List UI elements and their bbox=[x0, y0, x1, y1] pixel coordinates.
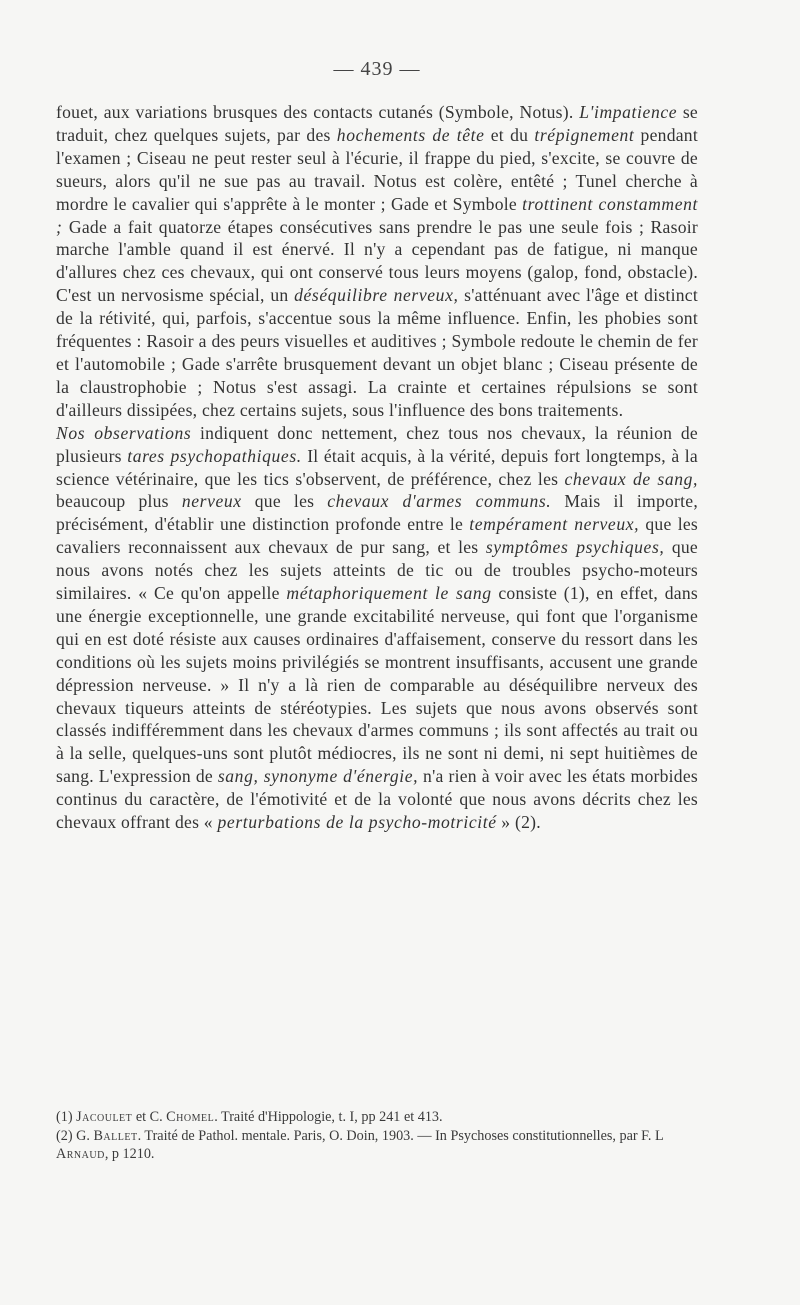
text-run: que les cavaliers reconnaissent aux chevaux de pur sang, et les bbox=[56, 514, 699, 558]
text-run: fouet, aux variations brusques des contacts cutanés (Symbole, Notus). bbox=[56, 102, 580, 122]
footnotes bbox=[56, 1108, 698, 1164]
author-name: Arnaud bbox=[56, 1146, 105, 1162]
italic-run: nerveux bbox=[181, 491, 242, 512]
page-number: — 439 — bbox=[333, 58, 421, 80]
text-run: Gade a fait quatorze étapes consécutives sans prendre le pas une seule fois ; Rasoir marche l'amble quand il est énervé. Il n'y a cependant pas de fatigue, ni manque d'allures chez ces chevaux, qui ont conservé tous leurs moyens (galop, fond, obstacle). C'est un nervosisme spécial, un bbox=[56, 216, 698, 306]
text-run: et du bbox=[484, 124, 535, 145]
italic-run: sang, synonyme d'énergie, bbox=[217, 766, 419, 787]
text-run: . Traité d'Hippologie, t. I, pp 241 et 413. bbox=[214, 1109, 443, 1125]
italic-run: tempérament nerveux, bbox=[469, 514, 640, 535]
text-run: indiquent donc nettement, chez tous nos chevaux, la réunion de plusieurs bbox=[56, 422, 698, 466]
text-run: que nous avons notés chez les sujets atteints de tic ou de troubles psycho-moteurs similaires. « Ce qu'on appelle bbox=[56, 537, 698, 604]
text-run: (2) G. bbox=[56, 1127, 94, 1144]
text-run: se traduit, chez quelques sujets, par des bbox=[56, 102, 698, 145]
italic-run: perturbations de la psycho-motricité bbox=[217, 812, 497, 833]
text-run: . Traité de Pathol. mentale. Paris, O. Doin, 1903. — In Psychoses constitutionnelles, par F. L bbox=[137, 1127, 664, 1144]
italic-run: déséquilibre nerveux, bbox=[294, 285, 459, 306]
text-run: que les bbox=[241, 491, 328, 512]
text-run: consiste (1), en effet, dans une énergie exceptionnelle, une grande excitabilité nerveuse, qui font que l'organisme qui en est doté résiste aux causes ordinaires d'affaisement, conserve du ressort dans les conditions où les sujets moins privilégiés se montrent insuffisants, accusent une grande dépression nerveuse. » Il n'y a là rien de comparable au déséquilibre nerveux des chevaux tiqueurs atteints de stéréotypies. Les sujets que nous avons observés sont classés indifféremment dans les chevaux d'armes communs ; ils sont affectés au trait ou à la selle, quelques-uns sont plutôt médiocres, ils ne sont ni demi, ni sept huitièmes de sang. L'expression de bbox=[56, 583, 699, 787]
text-run: , p 1210. bbox=[104, 1146, 155, 1162]
italic-run: symptômes psychiques, bbox=[485, 537, 665, 558]
footnote-1 bbox=[56, 1108, 698, 1127]
text-run: Mais il importe, précisément, d'établir une distinction profonde entre le bbox=[56, 491, 698, 535]
italic-run: trottinent constamment ; bbox=[56, 193, 698, 237]
author-name: Jacoulet bbox=[76, 1109, 133, 1125]
italic-run: Nos observations bbox=[56, 422, 192, 443]
italic-run: chevaux de sang, bbox=[564, 468, 699, 489]
italic-run: hochements de tête bbox=[336, 124, 485, 145]
italic-run: trépignement bbox=[534, 124, 635, 145]
italic-run: métaphoriquement le sang bbox=[286, 583, 492, 604]
body-text bbox=[56, 101, 698, 834]
italic-run: tares psychopathiques. bbox=[127, 445, 302, 466]
text-run: Il était acquis, à la vérité, depuis fort longtemps, à la science vétérinaire, que les tics s'observent, de préférence, chez les bbox=[56, 445, 698, 489]
paragraph-2 bbox=[56, 422, 698, 834]
author-name: Chomel bbox=[166, 1109, 215, 1125]
text-run: beaucoup plus bbox=[56, 491, 182, 512]
text-run: pendant l'examen ; Ciseau ne peut rester seul à l'écurie, il frappe du pied, s'excite, se couvre de sueurs, alors qu'il ne sue pas au travail. Notus est colère, entêté ; Tunel cherche à mordre le cavalier qui s'apprête à le monter ; Gade et Symbole bbox=[56, 124, 698, 214]
paragraph-1 bbox=[56, 101, 698, 422]
text-run: s'atténuant avec l'âge et distinct de la rétivité, qui, parfois, s'accentue sous la même influence. Enfin, les phobies sont fréquentes : Rasoir a des peurs visuelles et auditives ; Symbole redoute le chemin de fer et l'automobile ; Gade s'arrête brusquement devant un objet blanc ; Ciseau présente de la claustrophobie ; Notus s'est assagi. La crainte et certaines répulsions se sont d'ailleurs dissipées, chez certains sujets, sous l'influence des bons traitements. bbox=[56, 285, 698, 420]
author-name: Ballet bbox=[93, 1127, 138, 1144]
text-run: (1) bbox=[56, 1109, 77, 1125]
italic-run: chevaux d'armes communs. bbox=[327, 491, 552, 512]
footnote-2 bbox=[56, 1127, 698, 1164]
italic-run: L'impatience bbox=[579, 102, 678, 122]
text-run: n'a rien à voir avec les états morbides continus du caractère, de l'émotivité et de la volonté que nous avons décrits chez les chevaux offrant des « bbox=[56, 766, 698, 833]
text-run: » (2). bbox=[496, 812, 541, 833]
text-run: et C. bbox=[132, 1109, 167, 1125]
page bbox=[56, 58, 698, 834]
